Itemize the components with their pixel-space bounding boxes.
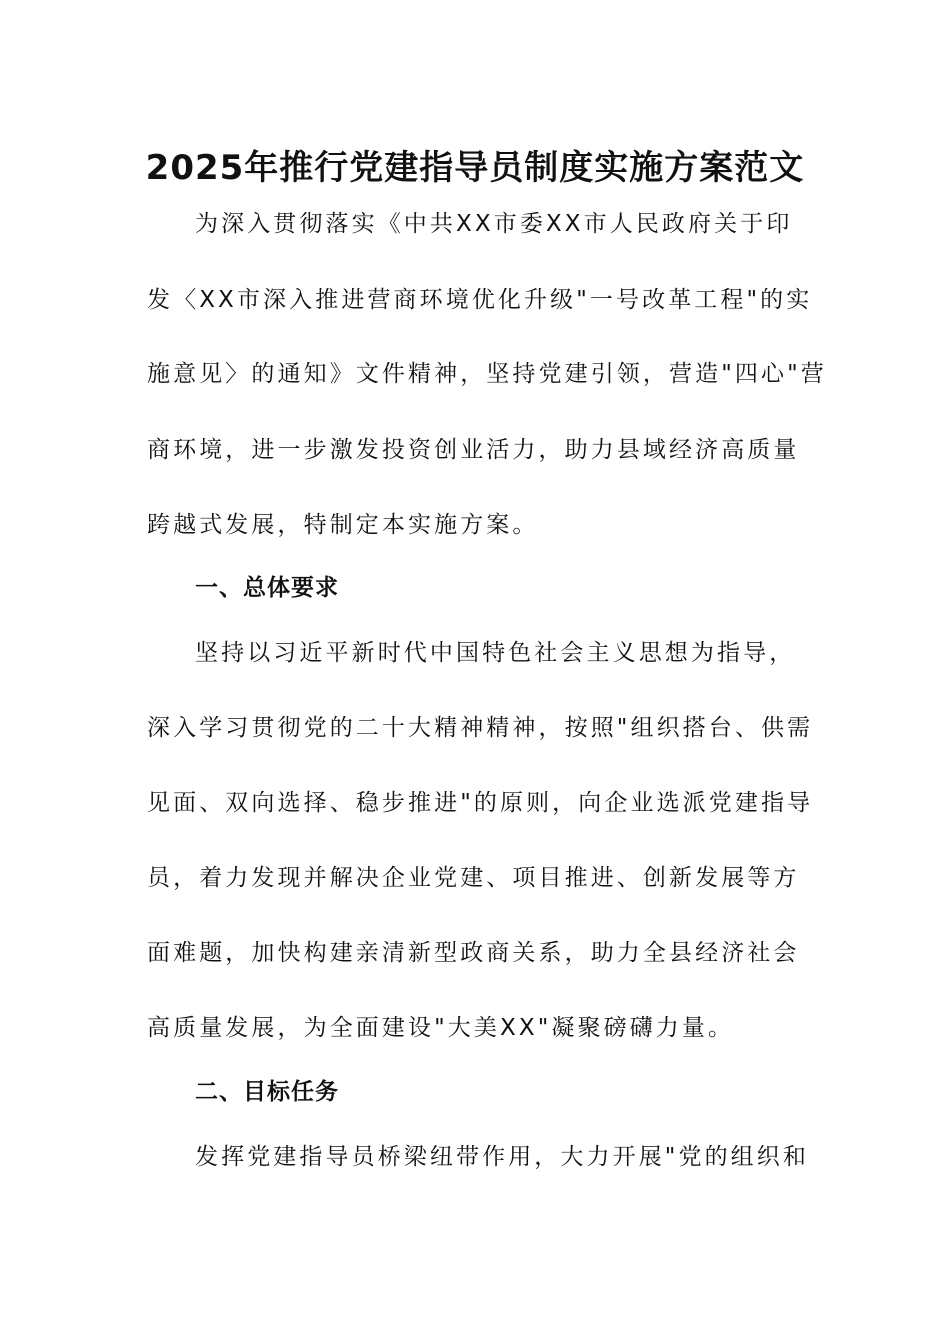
paragraph-1-line-5: 跨越式发展，特制定本实施方案。 bbox=[147, 512, 539, 538]
paragraph-2-line-1: 坚持以习近平新时代中国特色社会主义思想为指导， bbox=[195, 640, 796, 666]
paragraph-1-line-4: 商环境，进一步激发投资创业活力，助力县域经济高质量 bbox=[147, 437, 800, 463]
paragraph-2-line-5: 面难题，加快构建亲清新型政商关系，助力全县经济社会 bbox=[147, 940, 800, 966]
paragraph-1-line-3: 施意见〉的通知》文件精神，坚持党建引领，营造"四心"营 bbox=[147, 361, 827, 387]
paragraph-3-line-1: 发挥党建指导员桥梁纽带作用，大力开展"党的组织和 bbox=[195, 1144, 809, 1170]
paragraph-2-line-3: 见面、双向选择、稳步推进"的原则，向企业选派党建指导 bbox=[147, 790, 814, 816]
paragraph-1-line-2: 发〈XX市深入推进营商环境优化升级"一号改革工程"的实 bbox=[147, 287, 813, 313]
section-1-heading: 一、总体要求 bbox=[195, 575, 339, 601]
section-2-heading: 二、目标任务 bbox=[195, 1079, 339, 1105]
paragraph-2-line-2: 深入学习贯彻党的二十大精神精神，按照"组织搭台、供需 bbox=[147, 715, 814, 741]
paragraph-1-line-1: 为深入贯彻落实《中共XX市委XX市人民政府关于印 bbox=[195, 211, 793, 237]
paragraph-2-line-4: 员，着力发现并解决企业党建、项目推进、创新发展等方 bbox=[147, 865, 800, 891]
paragraph-2-line-6: 高质量发展，为全面建设"大美XX"凝聚磅礴力量。 bbox=[147, 1015, 735, 1041]
document-title: 2025年推行党建指导员制度实施方案范文 bbox=[145, 148, 805, 188]
